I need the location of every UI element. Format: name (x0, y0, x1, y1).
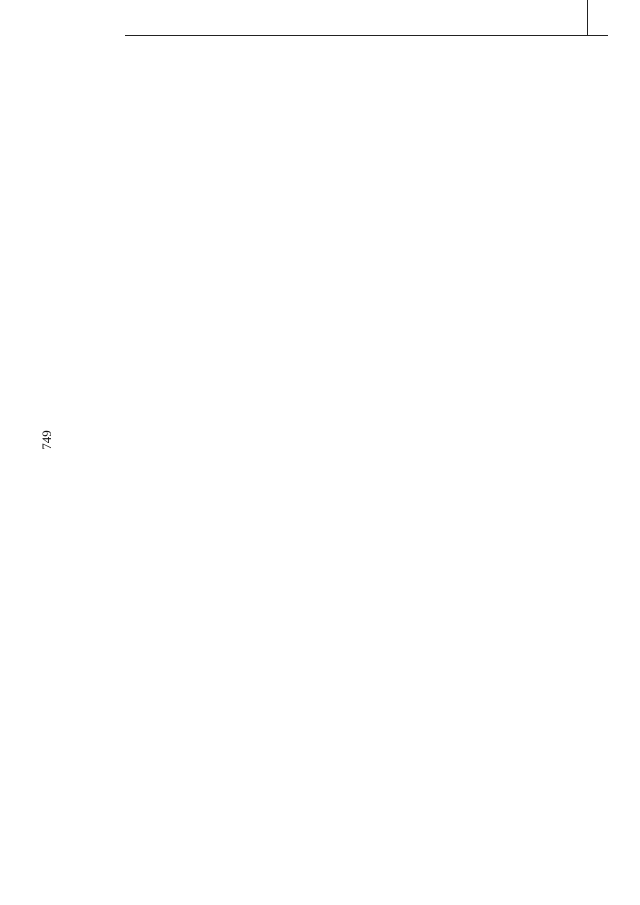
cell-line (437, 0, 453, 30)
cell-line (178, 0, 194, 30)
page-number: 749 (39, 430, 54, 450)
cell-line (280, 0, 296, 30)
cell-line (453, 0, 469, 30)
cell-line (224, 0, 240, 30)
cell-line (209, 0, 225, 30)
table-row (246, 0, 333, 36)
table-row (125, 0, 246, 36)
extra-info-cell (490, 0, 589, 36)
header-row (588, 0, 608, 36)
table-row (333, 0, 490, 36)
cell-line (296, 0, 312, 30)
extra-info-cell (125, 0, 246, 36)
cell-line (311, 0, 327, 30)
cell-line (193, 0, 209, 30)
rotated-table-container (88, 0, 608, 35)
cell-line (265, 0, 281, 30)
column-header (588, 0, 608, 36)
extra-info-cell (246, 0, 333, 36)
cell-line (422, 0, 438, 30)
property-table (125, 0, 608, 36)
extra-info-cell (333, 0, 490, 36)
cell-line (468, 0, 484, 30)
table-row (490, 0, 589, 36)
